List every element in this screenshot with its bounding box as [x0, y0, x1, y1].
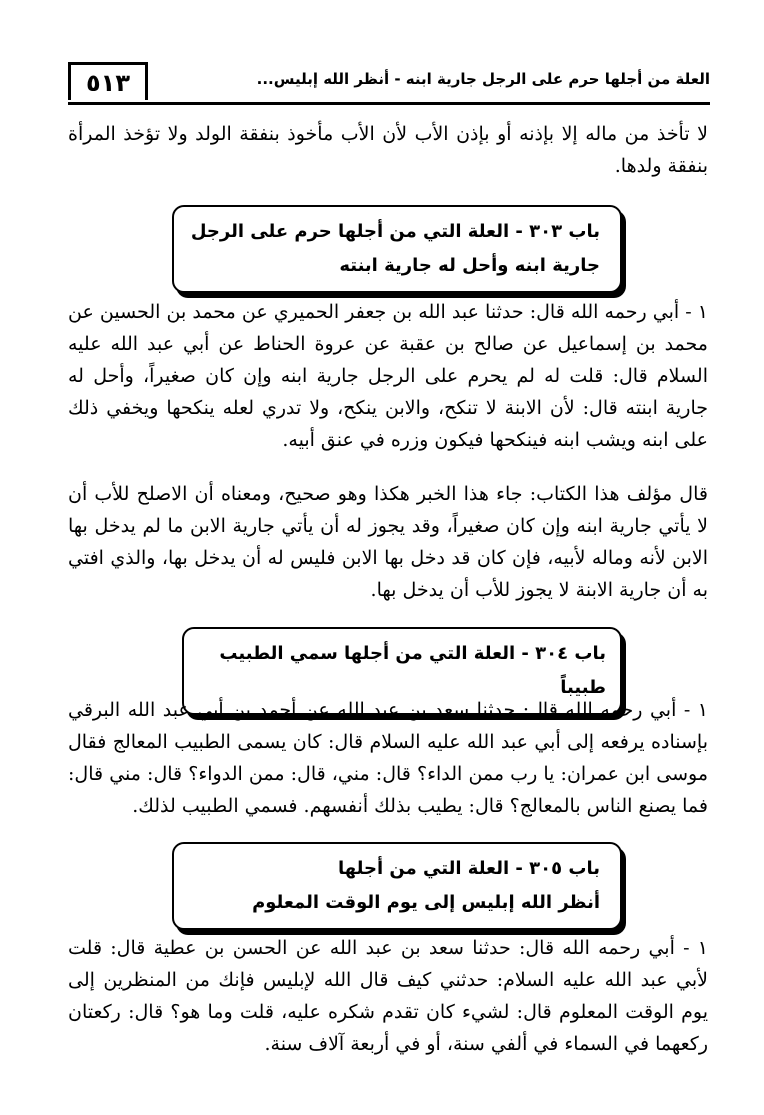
chapter-303-heading — [172, 205, 622, 293]
running-header — [68, 62, 710, 105]
page-number: ٥١٣ — [68, 62, 148, 100]
running-title: العلة من أجلها حرم على الرجل جارية ابنه - أنظر الله إبليس... — [256, 70, 710, 88]
chapter-305-hadith: ١ - أبي رحمه الله قال: حدثنا سعد بن عبد الله عن الحسن بن عطية قال: قلت لأبي عبد الله عليه السلام: حدثني كيف قال الله لإبليس فإنك من المنظرين إلى يوم الوقت المعلوم قال: لشيء كان تقدم شكره عليه، قلت وما هو؟ قال: ركعتان ركعهما في السماء في ألفي سنة، أو في أربعة آلاف سنة. — [68, 937, 708, 1055]
intro-paragraph: لا تأخذ من ماله إلا بإذنه أو بإذن الأب لأن الأب مأخوذ بنفقة الولد ولا تؤخذ المرأة بنفقة ولدها. — [68, 123, 708, 177]
chapter-303-title-line2: جارية ابنه وأحل له جارية ابنته — [339, 255, 600, 276]
chapter-304-title-line1: باب ٣٠٤ - العلة التي من أجلها سمي الطبيب طبيباً — [219, 643, 606, 698]
chapter-303-hadith: ١ - أبي رحمه الله قال: حدثنا عبد الله بن جعفر الحميري عن محمد بن الحسين عن محمد بن إسماعيل عن صالح بن عقبة عن عروة الحناط عن أبي عبد الله عليه السلام قال: قلت له لم يحرم على الرجل جارية ابنه وإن كان صغيراً، وأحل له جارية ابنته قال: لأن الابنة لا تنكح، والابن ينكح، ولا تدري لعله ينكحها ويخفي ذلك على ابنه ويشب ابنه فينكحها فيكون وزره في عنق أبيه. — [68, 301, 708, 451]
chapter-303-author-note: قال مؤلف هذا الكتاب: جاء هذا الخبر هكذا وهو صحيح، ومعناه أن الاصلح للأب أن لا يأتي جارية ابنه وإن كان صغيراً، وقد يجوز له أن يأتي جارية الابن ما لم يدخل بها الابن لأنه وماله لأبيه، فإن كان قد دخل بها الابن فليس له أن يدخل بها، والذي افتي به أن جارية الابنة لا يجوز للأب أن يدخل بها. — [68, 483, 708, 601]
chapter-305-title-line2: أنظر الله إبليس إلى يوم الوقت المعلوم — [252, 892, 600, 913]
chapter-305-heading — [172, 842, 622, 930]
chapter-305-title-line1: باب ٣٠٥ - العلة التي من أجلها — [338, 858, 600, 879]
chapter-303-title-line1: باب ٣٠٣ - العلة التي من أجلها حرم على الرجل — [190, 221, 600, 242]
chapter-304-hadith: ١ - أبي رحمه الله قال: حدثنا سعد بن عبد الله عن أحمد بن أبي عبد الله البرقي بإسناده يرفعه إلى أبي عبد الله عليه السلام قال: كان يسمى الطبيب المعالج فقال موسى ابن عمران: يا رب ممن الداء؟ قال: مني، قال: ممن الدواء؟ قال: مني قال: فما يصنع الناس بالمعالج؟ قال: يطيب بذلك أنفسهم. فسمي الطبيب لذلك. — [68, 699, 708, 817]
